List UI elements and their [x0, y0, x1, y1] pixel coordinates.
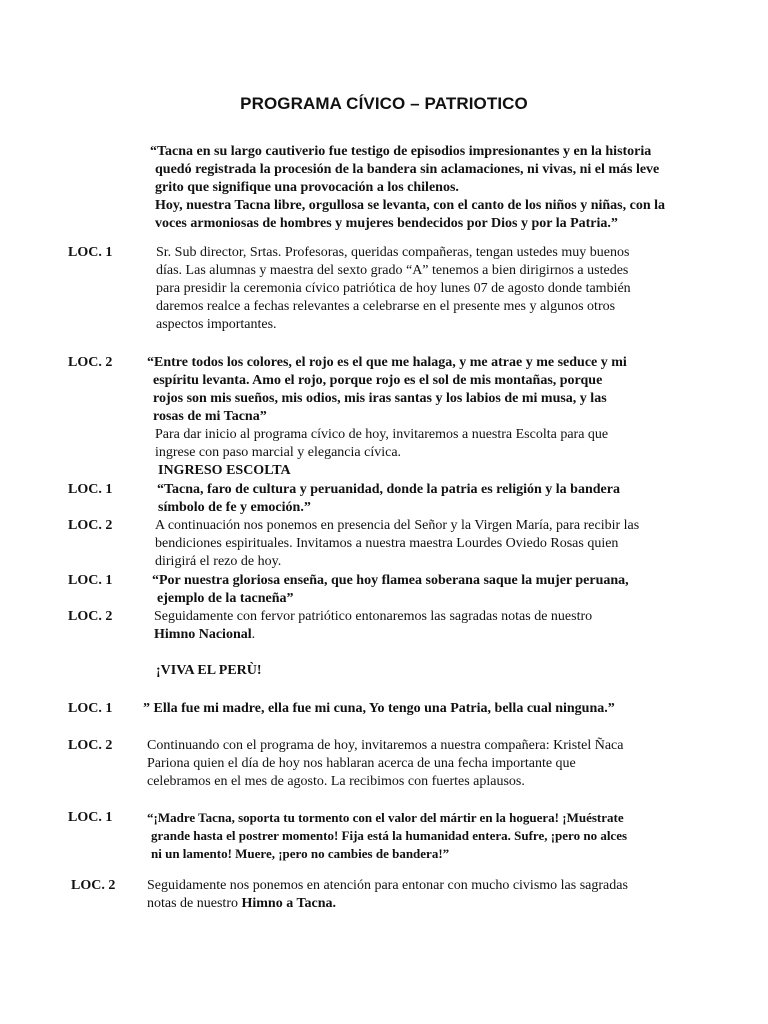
text-fragment: notas de nuestro — [147, 896, 242, 911]
quote-block — [147, 809, 627, 863]
speaker-label: LOC. 1 — [68, 810, 113, 825]
speaker-label: LOC. 1 — [68, 245, 113, 260]
text-line: dirigirá el rezo de hoy. — [155, 554, 282, 569]
quote-line: símbolo de fe y emoción.” — [158, 500, 311, 515]
quote-line: rosas de mi Tacna” — [153, 409, 267, 424]
quote-line: “Por nuestra gloriosa enseña, que hoy flamea soberana saque la mujer peruana, — [152, 573, 629, 588]
section-heading: INGRESO ESCOLTA — [158, 463, 291, 478]
quote-line: ni un lamento! Muere, ¡pero no cambies de bandera!” — [151, 846, 450, 861]
text-line: Continuando con el programa de hoy, invitaremos a nuestra compañera: Kristel Ñaca — [147, 738, 624, 753]
intro-line: “Tacna en su largo cautiverio fue testigo de episodios impresionantes y en la historia — [150, 144, 652, 159]
quote-line: ” Ella fue mi madre, ella fue mi cuna, Yo tengo una Patria, bella cual ninguna.” — [143, 701, 615, 716]
quote-block — [147, 354, 627, 426]
speaker-label: LOC. 2 — [68, 609, 113, 624]
text-line: A continuación nos ponemos en presencia del Señor y la Virgen María, para recibir las — [155, 518, 640, 533]
quote-line: ejemplo de la tacneña” — [157, 591, 294, 606]
text-line: celebramos en el mes de agosto. La recibimos con fuertes aplausos. — [147, 774, 525, 789]
text-line: ingrese con paso marcial y elegancia cívica. — [155, 445, 402, 460]
speaker-text — [147, 877, 628, 913]
quote-block — [157, 481, 620, 517]
page-title: PROGRAMA CÍVICO – PATRIOTICO — [240, 94, 528, 113]
speaker-text — [155, 517, 639, 571]
speaker-label: LOC. 1 — [68, 701, 113, 716]
text-line: Sr. Sub director, Srtas. Profesoras, queridas compañeras, tengan ustedes muy buenos — [156, 245, 630, 260]
text-line: aspectos importantes. — [156, 317, 277, 332]
quote-line: “Entre todos los colores, el rojo es el que me halaga, y me atrae y me seduce y mi — [147, 355, 627, 370]
quote-line: “Tacna, faro de cultura y peruanidad, donde la patria es religión y la bandera — [157, 482, 620, 497]
text-line: Seguidamente con fervor patriótico entonaremos las sagradas notas de nuestro — [154, 609, 593, 624]
intro-line: quedó registrada la procesión de la bandera sin aclamaciones, ni vivas, ni el más leve — [155, 162, 660, 177]
text-line: bendiciones espirituales. Invitamos a nuestra maestra Lourdes Oviedo Rosas quien — [155, 536, 619, 551]
speaker-label: LOC. 2 — [68, 355, 113, 370]
speaker-text — [156, 244, 700, 334]
quote-line: “¡Madre Tacna, soporta tu tormento con el valor del mártir en la hoguera! ¡Muéstrate — [147, 810, 624, 825]
quote-line: espíritu levanta. Amo el rojo, porque rojo es el sol de mis montañas, porque — [153, 373, 603, 388]
intro-line: voces armoniosas de hombres y mujeres bendecidos por Dios y por la Patria.” — [155, 216, 618, 231]
text-line: Seguidamente nos ponemos en atención para entonar con mucho civismo las sagradas — [147, 878, 628, 893]
speaker-text — [154, 608, 592, 644]
intro-line: Hoy, nuestra Tacna libre, orgullosa se levanta, con el canto de los niños y niñas, con la — [155, 198, 666, 213]
text-line: días. Las alumnas y maestra del sexto grado “A” tenemos a bien dirigirnos a ustedes — [156, 263, 629, 278]
quote-line: grande hasta el postrer momento! Fija está la humanidad entera. Sufre, ¡pero no alces — [151, 828, 628, 843]
speaker-label: LOC. 2 — [68, 518, 113, 533]
speaker-text — [155, 426, 608, 462]
speaker-label: LOC. 2 — [71, 878, 116, 893]
quote-block — [143, 700, 615, 718]
speaker-label: LOC. 2 — [68, 738, 113, 753]
speaker-label: LOC. 1 — [68, 573, 113, 588]
quote-block — [152, 572, 629, 608]
text-line: Para dar inicio al programa cívico de hoy, invitaremos a nuestra Escolta para que — [155, 427, 609, 442]
speaker-text — [147, 737, 700, 791]
section-heading: ¡VIVA EL PERÙ! — [156, 663, 262, 678]
anthem-name: Himno a Tacna. — [241, 896, 337, 911]
text-line: para presidir la ceremonia cívico patriótica de hoy lunes 07 de agosto donde también — [156, 281, 631, 296]
text-line: Pariona quien el día de hoy nos hablaran acerca de una fecha importante que — [147, 756, 576, 771]
text-line: daremos realce a fechas relevantes a celebrarse en el presente mes y algunos otros — [156, 299, 616, 314]
intro-line: grito que signifique una provocación a los chilenos. — [155, 180, 459, 195]
anthem-name: Himno Nacional — [154, 627, 252, 642]
speaker-label: LOC. 1 — [68, 482, 113, 497]
punctuation: . — [251, 627, 256, 642]
intro-quote — [150, 143, 665, 233]
quote-line: rojos son mis sueños, mis odios, mis iras santas y los labios de mi musa, y las — [153, 391, 607, 406]
